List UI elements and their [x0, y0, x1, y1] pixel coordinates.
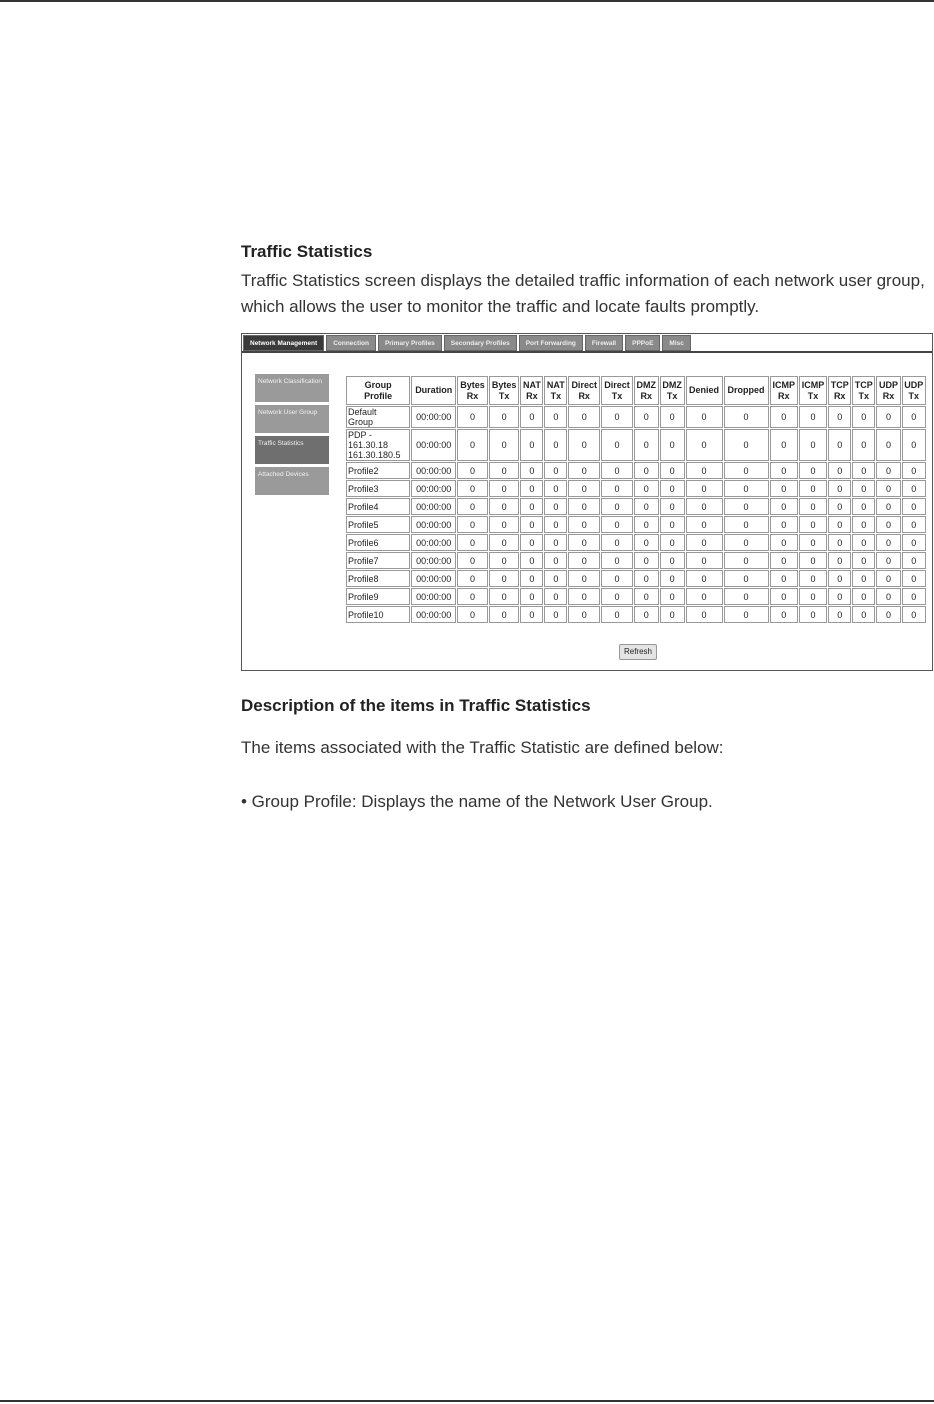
refresh-button[interactable]: Refresh	[619, 644, 657, 660]
stat-cell: 0	[852, 606, 875, 623]
column-header-direct-rx: Direct Rx	[568, 376, 600, 405]
stat-cell: 0	[544, 534, 567, 551]
stat-cell: 0	[660, 606, 685, 623]
stat-cell: 0	[520, 588, 543, 605]
top-rule	[0, 0, 934, 2]
group-profile-cell: Profile2	[346, 462, 410, 479]
stat-cell: 0	[876, 480, 900, 497]
section-title: Traffic Statistics	[241, 242, 373, 261]
tab-pppoe[interactable]: PPPoE	[625, 335, 660, 351]
stat-cell: 0	[634, 516, 659, 533]
column-header-dropped: Dropped	[724, 376, 769, 405]
stat-cell: 0	[828, 606, 851, 623]
stat-cell: 0	[828, 480, 851, 497]
stat-cell: 0	[724, 462, 769, 479]
column-header-duration: Duration	[411, 376, 456, 405]
stat-cell: 0	[489, 516, 520, 533]
stat-cell: 0	[520, 498, 543, 515]
stat-cell: 0	[568, 516, 600, 533]
tab-secondary-profiles[interactable]: Secondary Profiles	[444, 335, 517, 351]
stat-cell: 0	[852, 588, 875, 605]
stat-cell: 0	[544, 406, 567, 428]
stat-cell: 0	[520, 462, 543, 479]
stat-cell: 0	[686, 552, 723, 569]
stat-cell: 0	[457, 552, 488, 569]
stat-cell: 0	[902, 406, 926, 428]
stat-cell: 0	[799, 552, 827, 569]
tab-misc[interactable]: Misc	[662, 335, 690, 351]
stat-cell: 0	[799, 498, 827, 515]
stat-cell: 0	[686, 570, 723, 587]
stat-cell: 0	[660, 570, 685, 587]
stat-cell: 0	[489, 498, 520, 515]
stat-cell: 0	[601, 570, 633, 587]
stat-cell: 0	[660, 588, 685, 605]
group-profile-cell: Profile10	[346, 606, 410, 623]
table-row	[346, 516, 926, 533]
stat-cell: 0	[457, 480, 488, 497]
stat-cell: 0	[489, 406, 520, 428]
stat-cell: 0	[489, 588, 520, 605]
stat-cell: 0	[634, 606, 659, 623]
stat-cell: 0	[828, 406, 851, 428]
column-header-bytes-tx: Bytes Tx	[489, 376, 520, 405]
stat-cell: 0	[724, 552, 769, 569]
sidebar-nav	[255, 374, 329, 498]
stat-cell: 0	[876, 588, 900, 605]
group-profile-cell: PDP - 161.30.18 161.30.180.5	[346, 429, 410, 461]
stat-cell: 0	[852, 570, 875, 587]
stat-cell: 0	[634, 498, 659, 515]
table-row	[346, 588, 926, 605]
stat-cell: 0	[457, 588, 488, 605]
stat-cell: 0	[634, 534, 659, 551]
column-header-tcp-rx: TCP Rx	[828, 376, 851, 405]
stat-cell: 0	[770, 516, 798, 533]
column-header-tcp-tx: TCP Tx	[852, 376, 875, 405]
stat-cell: 0	[601, 429, 633, 461]
stat-cell: 0	[544, 552, 567, 569]
stat-cell: 0	[876, 429, 900, 461]
stat-cell: 0	[660, 534, 685, 551]
stat-cell: 0	[799, 462, 827, 479]
stat-cell: 0	[686, 606, 723, 623]
stat-cell: 0	[828, 498, 851, 515]
stat-cell: 0	[634, 406, 659, 428]
stat-cell: 0	[902, 552, 926, 569]
stat-cell: 0	[686, 429, 723, 461]
stat-cell: 0	[852, 406, 875, 428]
stat-cell: 0	[876, 606, 900, 623]
stat-cell: 0	[876, 552, 900, 569]
table-row	[346, 606, 926, 623]
duration-cell: 00:00:00	[411, 498, 456, 515]
stat-cell: 0	[902, 462, 926, 479]
stat-cell: 0	[876, 406, 900, 428]
stat-cell: 0	[799, 588, 827, 605]
stat-cell: 0	[544, 462, 567, 479]
table-row	[346, 429, 926, 461]
stat-cell: 0	[724, 606, 769, 623]
stat-cell: 0	[520, 606, 543, 623]
duration-cell: 00:00:00	[411, 570, 456, 587]
tab-firewall[interactable]: Firewall	[585, 335, 623, 351]
stat-cell: 0	[724, 498, 769, 515]
duration-cell: 00:00:00	[411, 606, 456, 623]
group-profile-cell: Profile8	[346, 570, 410, 587]
stat-cell: 0	[568, 606, 600, 623]
column-header-udp-rx: UDP Rx	[876, 376, 900, 405]
bullet-group-profile: • Group Profile: Displays the name of the Network User Group.	[241, 792, 713, 811]
stat-cell: 0	[601, 516, 633, 533]
duration-cell: 00:00:00	[411, 552, 456, 569]
stat-cell: 0	[770, 429, 798, 461]
stat-cell: 0	[568, 429, 600, 461]
stat-cell: 0	[902, 606, 926, 623]
column-header-dmz-tx: DMZ Tx	[660, 376, 685, 405]
stat-cell: 0	[544, 516, 567, 533]
table-row	[346, 552, 926, 569]
stat-cell: 0	[568, 588, 600, 605]
stat-cell: 0	[852, 429, 875, 461]
stat-cell: 0	[852, 480, 875, 497]
stat-cell: 0	[601, 552, 633, 569]
stat-cell: 0	[544, 429, 567, 461]
stat-cell: 0	[634, 462, 659, 479]
stat-cell: 0	[686, 462, 723, 479]
stat-cell: 0	[770, 552, 798, 569]
stat-cell: 0	[828, 588, 851, 605]
column-header-icmp-rx: ICMP Rx	[770, 376, 798, 405]
stat-cell: 0	[686, 588, 723, 605]
table-row	[346, 498, 926, 515]
column-header-direct-tx: Direct Tx	[601, 376, 633, 405]
stat-cell: 0	[724, 429, 769, 461]
stat-cell: 0	[902, 588, 926, 605]
stat-cell: 0	[520, 406, 543, 428]
stat-cell: 0	[634, 588, 659, 605]
stat-cell: 0	[770, 570, 798, 587]
stat-cell: 0	[601, 480, 633, 497]
stat-cell: 0	[902, 570, 926, 587]
stat-cell: 0	[568, 498, 600, 515]
column-header-dmz-rx: DMZ Rx	[634, 376, 659, 405]
group-profile-cell: Profile3	[346, 480, 410, 497]
stat-cell: 0	[568, 480, 600, 497]
stat-cell: 0	[489, 606, 520, 623]
stat-cell: 0	[852, 516, 875, 533]
column-header-udp-tx: UDP Tx	[902, 376, 926, 405]
stat-cell: 0	[568, 406, 600, 428]
stat-cell: 0	[686, 480, 723, 497]
stat-cell: 0	[799, 406, 827, 428]
stat-cell: 0	[634, 429, 659, 461]
stat-cell: 0	[457, 534, 488, 551]
stat-cell: 0	[852, 534, 875, 551]
tab-port-forwarding[interactable]: Port Forwarding	[519, 335, 583, 351]
stat-cell: 0	[457, 462, 488, 479]
duration-cell: 00:00:00	[411, 534, 456, 551]
stat-cell: 0	[520, 534, 543, 551]
router-screenshot	[241, 333, 933, 671]
traffic-statistics-table	[345, 375, 927, 624]
column-header-denied: Denied	[686, 376, 723, 405]
stat-cell: 0	[770, 462, 798, 479]
stat-cell: 0	[520, 570, 543, 587]
group-profile-cell: Profile6	[346, 534, 410, 551]
column-header-nat-rx: NAT Rx	[520, 376, 543, 405]
stat-cell: 0	[489, 570, 520, 587]
stat-cell: 0	[686, 534, 723, 551]
stat-cell: 0	[770, 588, 798, 605]
tab-network-management[interactable]: Network Management	[243, 335, 324, 351]
table-body	[346, 406, 926, 623]
stat-cell: 0	[489, 429, 520, 461]
stat-cell: 0	[770, 498, 798, 515]
group-profile-cell: Default Group	[346, 406, 410, 428]
stat-cell: 0	[852, 552, 875, 569]
stat-cell: 0	[544, 498, 567, 515]
stat-cell: 0	[544, 606, 567, 623]
column-header-group-profile: Group Profile	[346, 376, 410, 405]
stat-cell: 0	[520, 429, 543, 461]
sidebar-item-network-classification[interactable]: Network Classification	[255, 374, 329, 402]
stat-cell: 0	[686, 406, 723, 428]
stat-cell: 0	[686, 516, 723, 533]
bottom-rule	[0, 1400, 934, 1402]
stat-cell: 0	[770, 480, 798, 497]
stat-cell: 0	[724, 406, 769, 428]
stat-cell: 0	[799, 606, 827, 623]
sidebar-item-network-user-group[interactable]: Network User Group	[255, 405, 329, 433]
stat-cell: 0	[489, 534, 520, 551]
stat-cell: 0	[724, 480, 769, 497]
stat-cell: 0	[828, 534, 851, 551]
stat-cell: 0	[457, 516, 488, 533]
stat-cell: 0	[724, 516, 769, 533]
stat-cell: 0	[544, 570, 567, 587]
stat-cell: 0	[828, 462, 851, 479]
stat-cell: 0	[601, 534, 633, 551]
description-heading: Description of the items in Traffic Statistics	[241, 696, 591, 715]
stat-cell: 0	[770, 534, 798, 551]
stat-cell: 0	[601, 462, 633, 479]
stat-cell: 0	[799, 516, 827, 533]
stat-cell: 0	[799, 570, 827, 587]
stat-cell: 0	[902, 498, 926, 515]
stat-cell: 0	[457, 570, 488, 587]
group-profile-cell: Profile7	[346, 552, 410, 569]
column-header-icmp-tx: ICMP Tx	[799, 376, 827, 405]
stat-cell: 0	[799, 429, 827, 461]
stat-cell: 0	[724, 570, 769, 587]
stat-cell: 0	[544, 480, 567, 497]
group-profile-cell: Profile9	[346, 588, 410, 605]
stat-cell: 0	[852, 462, 875, 479]
stat-cell: 0	[568, 534, 600, 551]
stat-cell: 0	[686, 498, 723, 515]
stat-cell: 0	[660, 462, 685, 479]
table-row	[346, 406, 926, 428]
stat-cell: 0	[876, 570, 900, 587]
stat-cell: 0	[724, 534, 769, 551]
tab-primary-profiles[interactable]: Primary Profiles	[378, 335, 442, 351]
table-row	[346, 462, 926, 479]
stat-cell: 0	[601, 588, 633, 605]
stat-cell: 0	[634, 480, 659, 497]
stat-cell: 0	[457, 606, 488, 623]
stat-cell: 0	[660, 516, 685, 533]
stat-cell: 0	[457, 429, 488, 461]
stat-cell: 0	[876, 516, 900, 533]
stat-cell: 0	[660, 429, 685, 461]
table-row	[346, 570, 926, 587]
stat-cell: 0	[902, 516, 926, 533]
stat-cell: 0	[828, 516, 851, 533]
stat-cell: 0	[544, 588, 567, 605]
column-header-nat-tx: NAT Tx	[544, 376, 567, 405]
duration-cell: 00:00:00	[411, 462, 456, 479]
group-profile-cell: Profile5	[346, 516, 410, 533]
stat-cell: 0	[520, 552, 543, 569]
tab-bar	[243, 335, 693, 351]
stat-cell: 0	[568, 570, 600, 587]
table-row	[346, 480, 926, 497]
stat-cell: 0	[770, 606, 798, 623]
table-header-row	[346, 376, 926, 405]
duration-cell: 00:00:00	[411, 429, 456, 461]
stat-cell: 0	[876, 462, 900, 479]
stat-cell: 0	[828, 552, 851, 569]
stat-cell: 0	[660, 406, 685, 428]
stat-cell: 0	[799, 534, 827, 551]
stat-cell: 0	[634, 552, 659, 569]
duration-cell: 00:00:00	[411, 516, 456, 533]
stat-cell: 0	[902, 429, 926, 461]
stat-cell: 0	[660, 552, 685, 569]
stat-cell: 0	[489, 552, 520, 569]
stat-cell: 0	[902, 534, 926, 551]
intro-paragraph: Traffic Statistics screen displays the detailed traffic information of each network user group, which allows the user to monitor the traffic and locate faults promptly.	[241, 271, 925, 316]
stat-cell: 0	[852, 498, 875, 515]
stat-cell: 0	[520, 516, 543, 533]
stat-cell: 0	[568, 462, 600, 479]
stat-cell: 0	[457, 406, 488, 428]
stat-cell: 0	[876, 498, 900, 515]
stat-cell: 0	[601, 498, 633, 515]
duration-cell: 00:00:00	[411, 406, 456, 428]
stat-cell: 0	[457, 498, 488, 515]
stat-cell: 0	[520, 480, 543, 497]
stat-cell: 0	[660, 498, 685, 515]
stat-cell: 0	[724, 588, 769, 605]
stat-cell: 0	[770, 406, 798, 428]
stat-cell: 0	[902, 480, 926, 497]
stat-cell: 0	[828, 570, 851, 587]
stat-cell: 0	[799, 480, 827, 497]
stat-cell: 0	[828, 429, 851, 461]
sidebar-item-traffic-statistics[interactable]: Traffic Statistics	[255, 436, 329, 464]
tab-connection[interactable]: Connection	[326, 335, 376, 351]
stat-cell: 0	[660, 480, 685, 497]
stat-cell: 0	[601, 406, 633, 428]
duration-cell: 00:00:00	[411, 588, 456, 605]
stat-cell: 0	[876, 534, 900, 551]
stat-cell: 0	[634, 570, 659, 587]
sidebar-item-attached-devices[interactable]: Attached Devices	[255, 467, 329, 495]
group-profile-cell: Profile4	[346, 498, 410, 515]
stat-cell: 0	[489, 480, 520, 497]
duration-cell: 00:00:00	[411, 480, 456, 497]
tab-underline	[242, 351, 932, 353]
stat-cell: 0	[489, 462, 520, 479]
column-header-bytes-rx: Bytes Rx	[457, 376, 488, 405]
stat-cell: 0	[568, 552, 600, 569]
description-intro: The items associated with the Traffic Statistic are defined below:	[241, 738, 724, 757]
table-row	[346, 534, 926, 551]
stat-cell: 0	[601, 606, 633, 623]
